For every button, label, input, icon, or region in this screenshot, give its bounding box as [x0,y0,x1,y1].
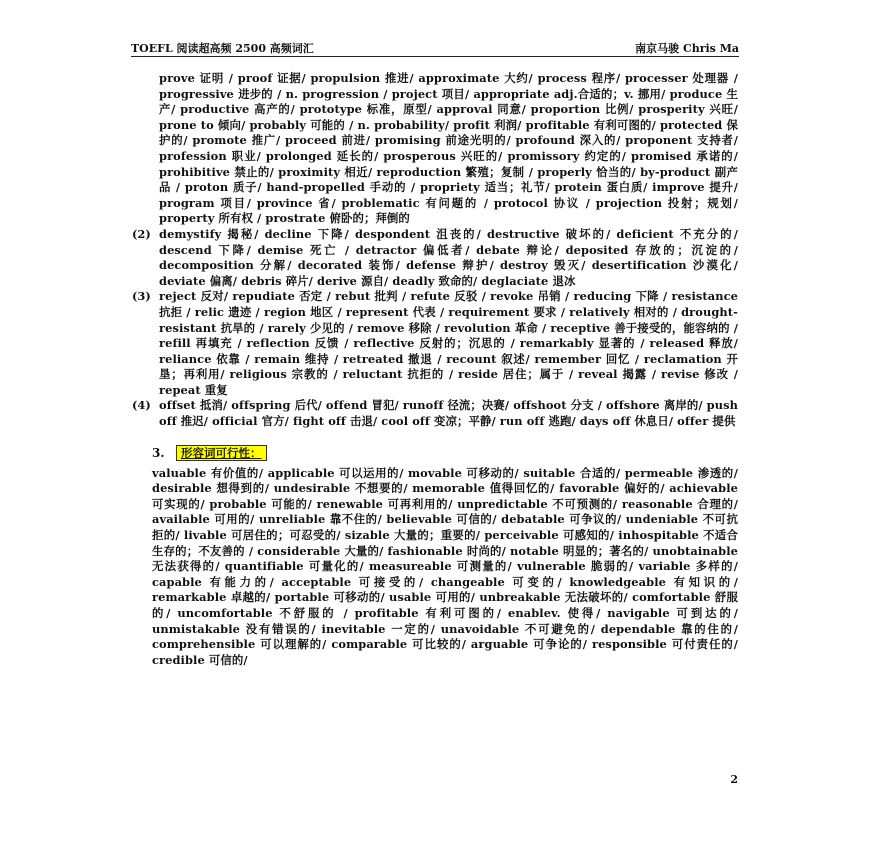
header-author: 南京马骏 Chris Ma [635,42,739,55]
off-word-group [132,398,738,429]
de-word-group [132,226,738,289]
group-number: (2) [132,226,151,241]
section-heading [152,446,738,466]
heading-label: 形容词可行性： [176,445,267,461]
able-word-list: valuable 有价值的/ applicable 可以运用的/ movable 可移动的/ suitable 合适的/ permeable 渗透的/ desirable 想得到的/ undesirable 不想要的/ memorable 值得回忆的/ favorable 偏好的/ achievable 可实现的/ probable 可能的/ renewable 可再利用的/ unpredictable 不可预测的/ reasonable 合理的/ available 可用的/ unreliable 靠不住的/ believable 可信的/ debatable 可争议的/ undeniable 不可抗拒的/ livable 可居住的；可忍受的/ sizable 大量的；重要的/ perceivable 可感知的/ inhospitable 不适合生存的；不友善的 / considerable 大量的/ fashionable 时尚的/ notable 明显的；著名的/ unobtainable 无法获得的/ quantifiable 可量化的/ measureable 可测量的/ vulnerable 脆弱的/ variable 多样的/ capable 有能力的/ acceptable 可接受的/ changeable 可变的/ knowledgeable 有知识的/ remarkable 卓越的/ portable 可移动的/ usable 可用的/ unbreakable 无法破坏的/ comfortable 舒服的/ uncomfortable 不舒服的 / profitable 有利可图的/ enablev. 使得/ navigable 可到达的/ unmistakable 没有错误的/ inevitable 一定的/ unavoidable 不可避免的/ dependable 靠的住的/ comprehensible 可以理解的/ comparable 可比较的/ arguable 可争论的/ responsible 可付责任的/ credible 可信的/ [152,465,738,667]
re-word-list: reject 反对/ repudiate 否定 / rebut 批判 / refute 反驳 / revoke 吊销 / reducing 下降 / resistance 抗拒 / relic 遗迹 / region 地区 / represent 代表 / requirement 要求 / relatively 相对的 / drought-resistant 抗旱的 / rarely 少见的 / remove 移除 / revolution 革命 / receptive 善于接受的，能容纳的 / refill 再填充 / reflection 反馈 / reflective 反射的；沉思的 / remarkably 显著的 / released 释放/ reliance 依靠 / remain 维持 / retreated 撤退 / recount 叙述/ remember 回忆 / reclamation 开垦；再利用/ religious 宗教的 / reluctant 抗拒的 / reside 居住；属于 / reveal 揭露 / revise 修改 / repeat 重复 [159,289,738,397]
header-title: TOEFL 阅读超高频 2500 高频词汇 [131,42,314,55]
group-number: (3) [132,289,151,304]
document-body [132,71,738,668]
pro-word-group [152,71,738,227]
off-word-list: offset 抵消/ offspring 后代/ offend 冒犯/ runoff 径流；决赛/ offshoot 分支 / offshore 离岸的/ push off 推迟/ official 官方/ fight off 击退/ cool off 变凉；平静/ run off 逃跑/ days off 休息日/ offer 提供 [159,398,738,429]
de-word-list: demystify 揭秘/ decline 下降/ despondent 沮丧的/ destructive 破坏的/ deficient 不充分的/ descend 下降/ demise 死亡 / detractor 偏低者/ debate 辩论/ deposited 存放的；沉淀的/ decomposition 分解/ decorated 装饰/ defense 辩护/ destroy 毁灭/ desertification 沙漠化/ deviate 偏离/ debris 碎片/ derive 源自/ deadly 致命的/ deglaciate 退冰 [159,226,738,288]
page-number: 2 [730,773,738,786]
spacer [152,430,738,446]
re-word-group [132,289,738,398]
pro-word-list: prove 证明 / proof 证据/ propulsion 推进/ approximate 大约/ process 程序/ processer 处理器 / progressive 进步的 / n. progression / project 项目/ appropriate adj.合适的；v. 挪用/ produce 生产/ productive 高产的/ prototype 标准，原型/ approval 同意/ proportion 比例/ prosperity 兴旺/ prone to 倾向/ probably 可能的 / n. probability/ profit 利润/ profitable 有利可图的/ protected 保护的/ promote 推广/ proceed 前进/ promising 前途光明的/ profound 深入的/ proponent 支持者/ profession 职业/ prolonged 延长的/ prosperous 兴旺的/ promissory 约定的/ promised 承诺的/ prohibitive 禁止的/ proximity 相近/ reproduction 繁殖；复制 / properly 恰当的/ by-product 副产品 / proton 质子/ hand-propelled 手动的 / propriety 适当；礼节/ protein 蛋白质/ improve 提升/ program 项目/ province 省/ problematic 有问题的 / protocol 协议 / projection 投射；规划/ property 所有权 / prostrate 俯卧的；拜倒的 [159,71,738,226]
heading-number: 3. [152,445,165,460]
header-divider [131,56,739,57]
group-number: (4) [132,398,151,413]
